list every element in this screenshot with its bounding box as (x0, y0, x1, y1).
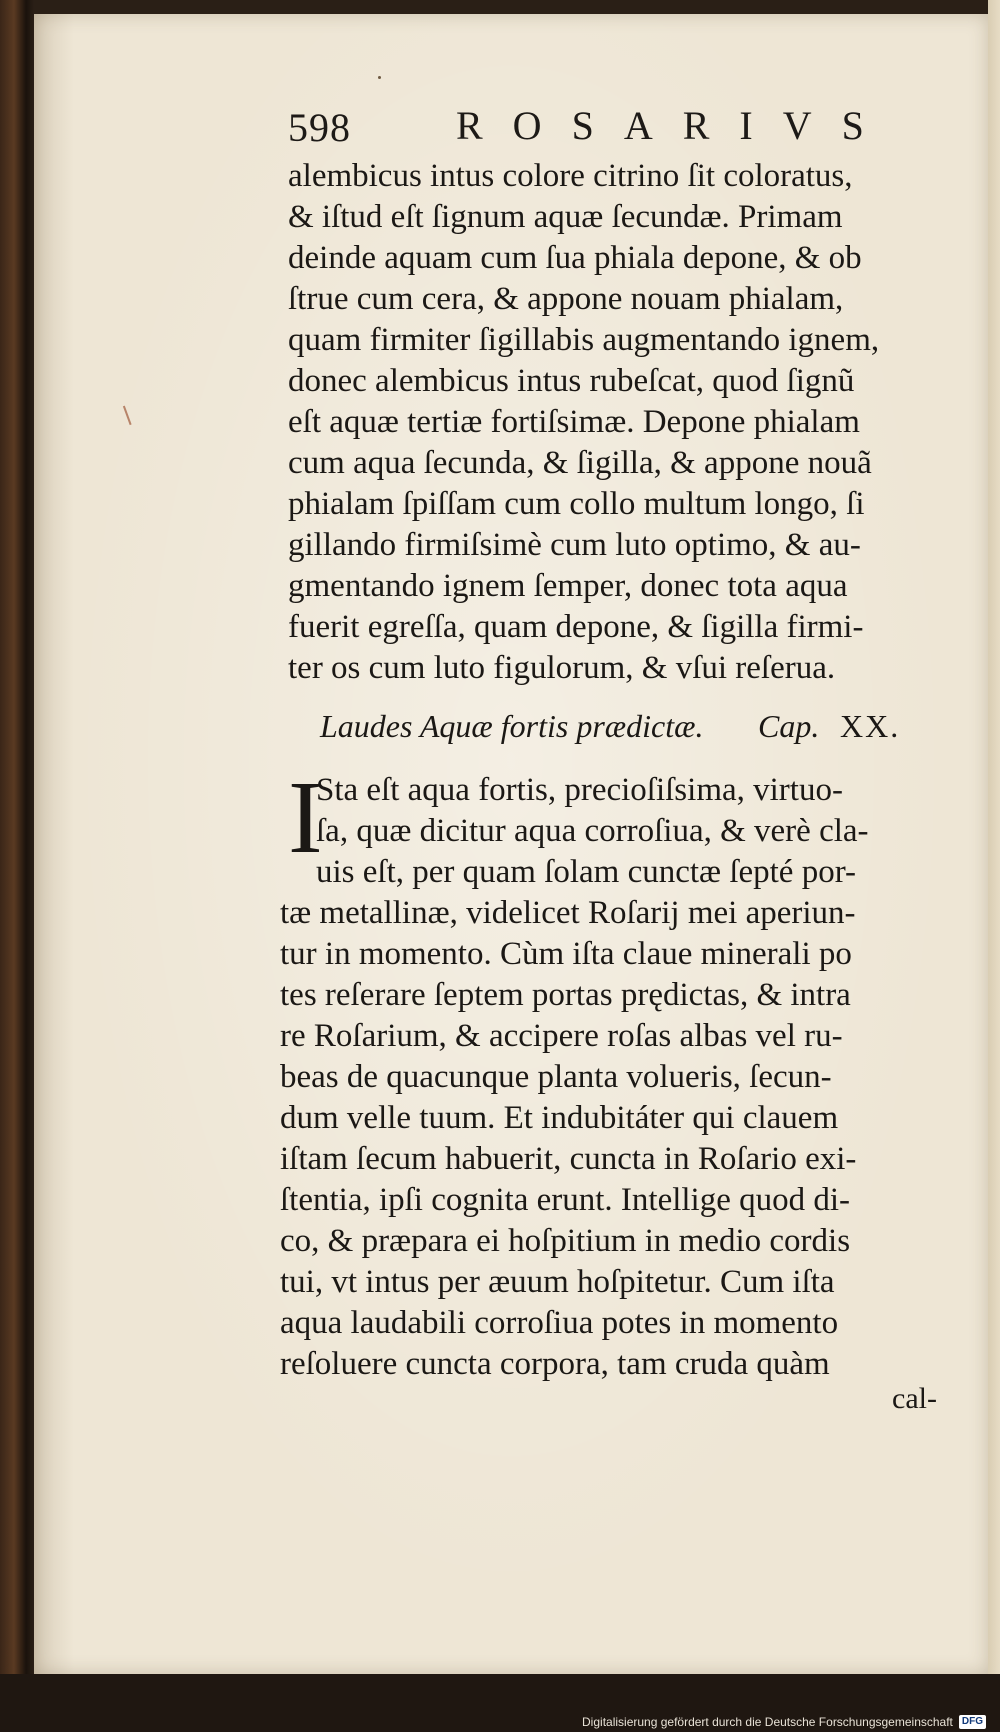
chapter-title: Laudes Aquæ fortis prædictæ. (320, 708, 704, 744)
text-line: uis eſt, per quam ſolam cunctæ ſepté por- (316, 854, 857, 890)
text-line: tur in momento. Cùm iſta claue minerali po (280, 936, 852, 972)
text-line: tes reſerare ſeptem portas prędictas, & intra (280, 977, 851, 1013)
text-line: beas de quacunque planta volueris, ſecun- (280, 1059, 832, 1095)
text-line: ſtentia, ipſi cognita erunt. Intellige quod di- (280, 1182, 851, 1218)
text-line: & iſtud eſt ſignum aquæ ſecundæ. Primam (288, 199, 843, 235)
text-line: aqua laudabili corroſiua potes in momento (280, 1305, 839, 1341)
chapter-cap-label: Cap. (758, 708, 820, 744)
text-line: gmentando ignem ſemper, donec tota aqua (288, 568, 848, 604)
text-line: ſtrue cum cera, & appone nouam phialam, (288, 281, 844, 317)
catchword: cal- (892, 1382, 937, 1415)
page-number: 598 (288, 105, 351, 150)
chapter-number: XX. (840, 708, 901, 744)
text-line: ter os cum luto figulorum, & vſui reſerua. (288, 650, 836, 686)
text-line: gillando firmiſsimè cum luto optimo, & au- (288, 527, 861, 563)
drop-cap: I (288, 760, 323, 875)
text-line: donec alembicus intus rubeſcat, quod ſignũ (288, 363, 855, 399)
dfg-logo: DFG (959, 1715, 986, 1729)
text-line: ſa, quæ dicitur aqua corroſiua, & verè cla- (316, 813, 869, 849)
paper-speck (378, 76, 381, 79)
text-line: cum aqua ſecunda, & ſigilla, & appone nouã (288, 445, 872, 481)
text-line: deinde aquam cum ſua phiala depone, & ob (288, 240, 862, 276)
text-line: reſoluere cuncta corpora, tam cruda quàm (280, 1346, 830, 1382)
text-line: Sta eſt aqua fortis, precioſiſsima, virtuo- (316, 772, 843, 808)
text-line: eſt aquæ tertiæ fortiſsimæ. Depone phialam (288, 404, 860, 440)
page-edge (988, 0, 1000, 1732)
text-block-1 (288, 156, 938, 689)
text-line: quam firmiter ſigillabis augmentando ignem, (288, 322, 880, 358)
page-header (288, 100, 894, 152)
digitization-credit (582, 1714, 986, 1730)
text-line: re Roſarium, & accipere roſas albas vel ru- (280, 1018, 843, 1054)
text-line: dum velle tuum. Et indubitáter qui clauem (280, 1100, 839, 1136)
credit-text: Digitalisierung gefördert durch die Deutsche Forschungsgemeinschaft (582, 1715, 953, 1729)
running-head: ROSARIVS (456, 103, 894, 148)
text-line: iſtam ſecum habuerit, cuncta in Roſario exi- (280, 1141, 857, 1177)
text-line: fuerit egreſſa, quam depone, & ſigilla firmi- (288, 609, 864, 645)
text-line: phialam ſpiſſam cum collo multum longo, ſi (288, 486, 865, 522)
text-block-2 (280, 770, 940, 1385)
text-line: tæ metallinæ, videlicet Roſarij mei aperiun- (280, 895, 856, 931)
text-line: alembicus intus colore citrino ſit coloratus, (288, 158, 853, 194)
text-line: co, & præpara ei hoſpitium in medio cordis (280, 1223, 851, 1259)
text-line: tui, vt intus per æuum hoſpitetur. Cum iſta (280, 1264, 835, 1300)
chapter-heading (320, 708, 940, 754)
